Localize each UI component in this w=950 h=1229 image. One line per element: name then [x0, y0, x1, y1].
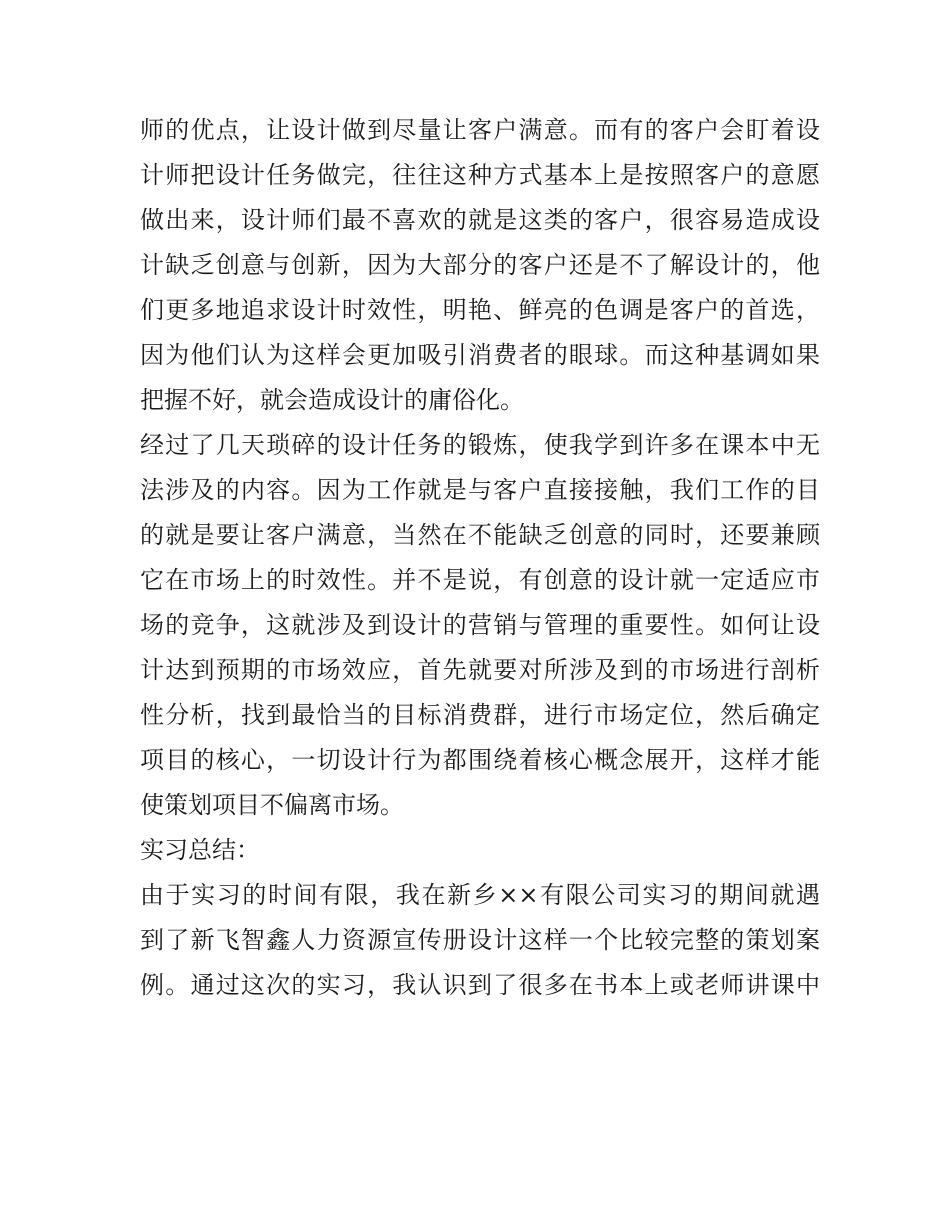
text-line: 把握不好，就会造成设计的庸俗化。 [140, 386, 524, 414]
text-line: 因为他们认为这样会更加吸引消费者的眼球。而这种基调如果 [140, 341, 820, 369]
text-line: 的就是要让客户满意，当然在不能缺乏创意的同时，还要兼顾 [140, 521, 820, 549]
text-line: 例。通过这次的实习，我认识到了很多在书本上或老师讲课中 [140, 971, 820, 999]
text-line: 它在市场上的时效性。并不是说，有创意的设计就一定适应市 [140, 566, 820, 594]
text-line: 到了新飞智鑫人力资源宣传册设计这样一个比较完整的策划案 [140, 926, 820, 954]
text-line: 做出来，设计师们最不喜欢的就是这类的客户，很容易造成设 [140, 206, 820, 234]
text-line: 师的优点，让设计做到尽量让客户满意。而有的客户会盯着设 [140, 116, 820, 144]
text-line: 计缺乏创意与创新，因为大部分的客户还是不了解设计的，他 [140, 251, 820, 279]
text-line: 性分析，找到最恰当的目标消费群，进行市场定位，然后确定 [140, 701, 820, 729]
section-heading: 实习总结： [140, 836, 260, 864]
text-line: 由于实习的时间有限，我在新乡××有限公司实习的期间就遇 [140, 881, 820, 909]
text-line: 们更多地追求设计时效性，明艳、鲜亮的色调是客户的首选， [140, 296, 820, 324]
text-line: 使策划项目不偏离市场。 [140, 791, 404, 819]
body-text [140, 108, 820, 1008]
text-line: 项目的核心，一切设计行为都围绕着核心概念展开，这样才能 [140, 746, 820, 774]
text-line: 计师把设计任务做完，往往这种方式基本上是按照客户的意愿 [140, 161, 820, 189]
text-line: 计达到预期的市场效应，首先就要对所涉及到的市场进行剖析 [140, 656, 820, 684]
text-line: 经过了几天琐碎的设计任务的锻炼，使我学到许多在课本中无 [140, 431, 820, 459]
text-line: 场的竞争，这就涉及到设计的营销与管理的重要性。如何让设 [140, 611, 820, 639]
text-line: 法涉及的内容。因为工作就是与客户直接接触，我们工作的目 [140, 476, 820, 504]
